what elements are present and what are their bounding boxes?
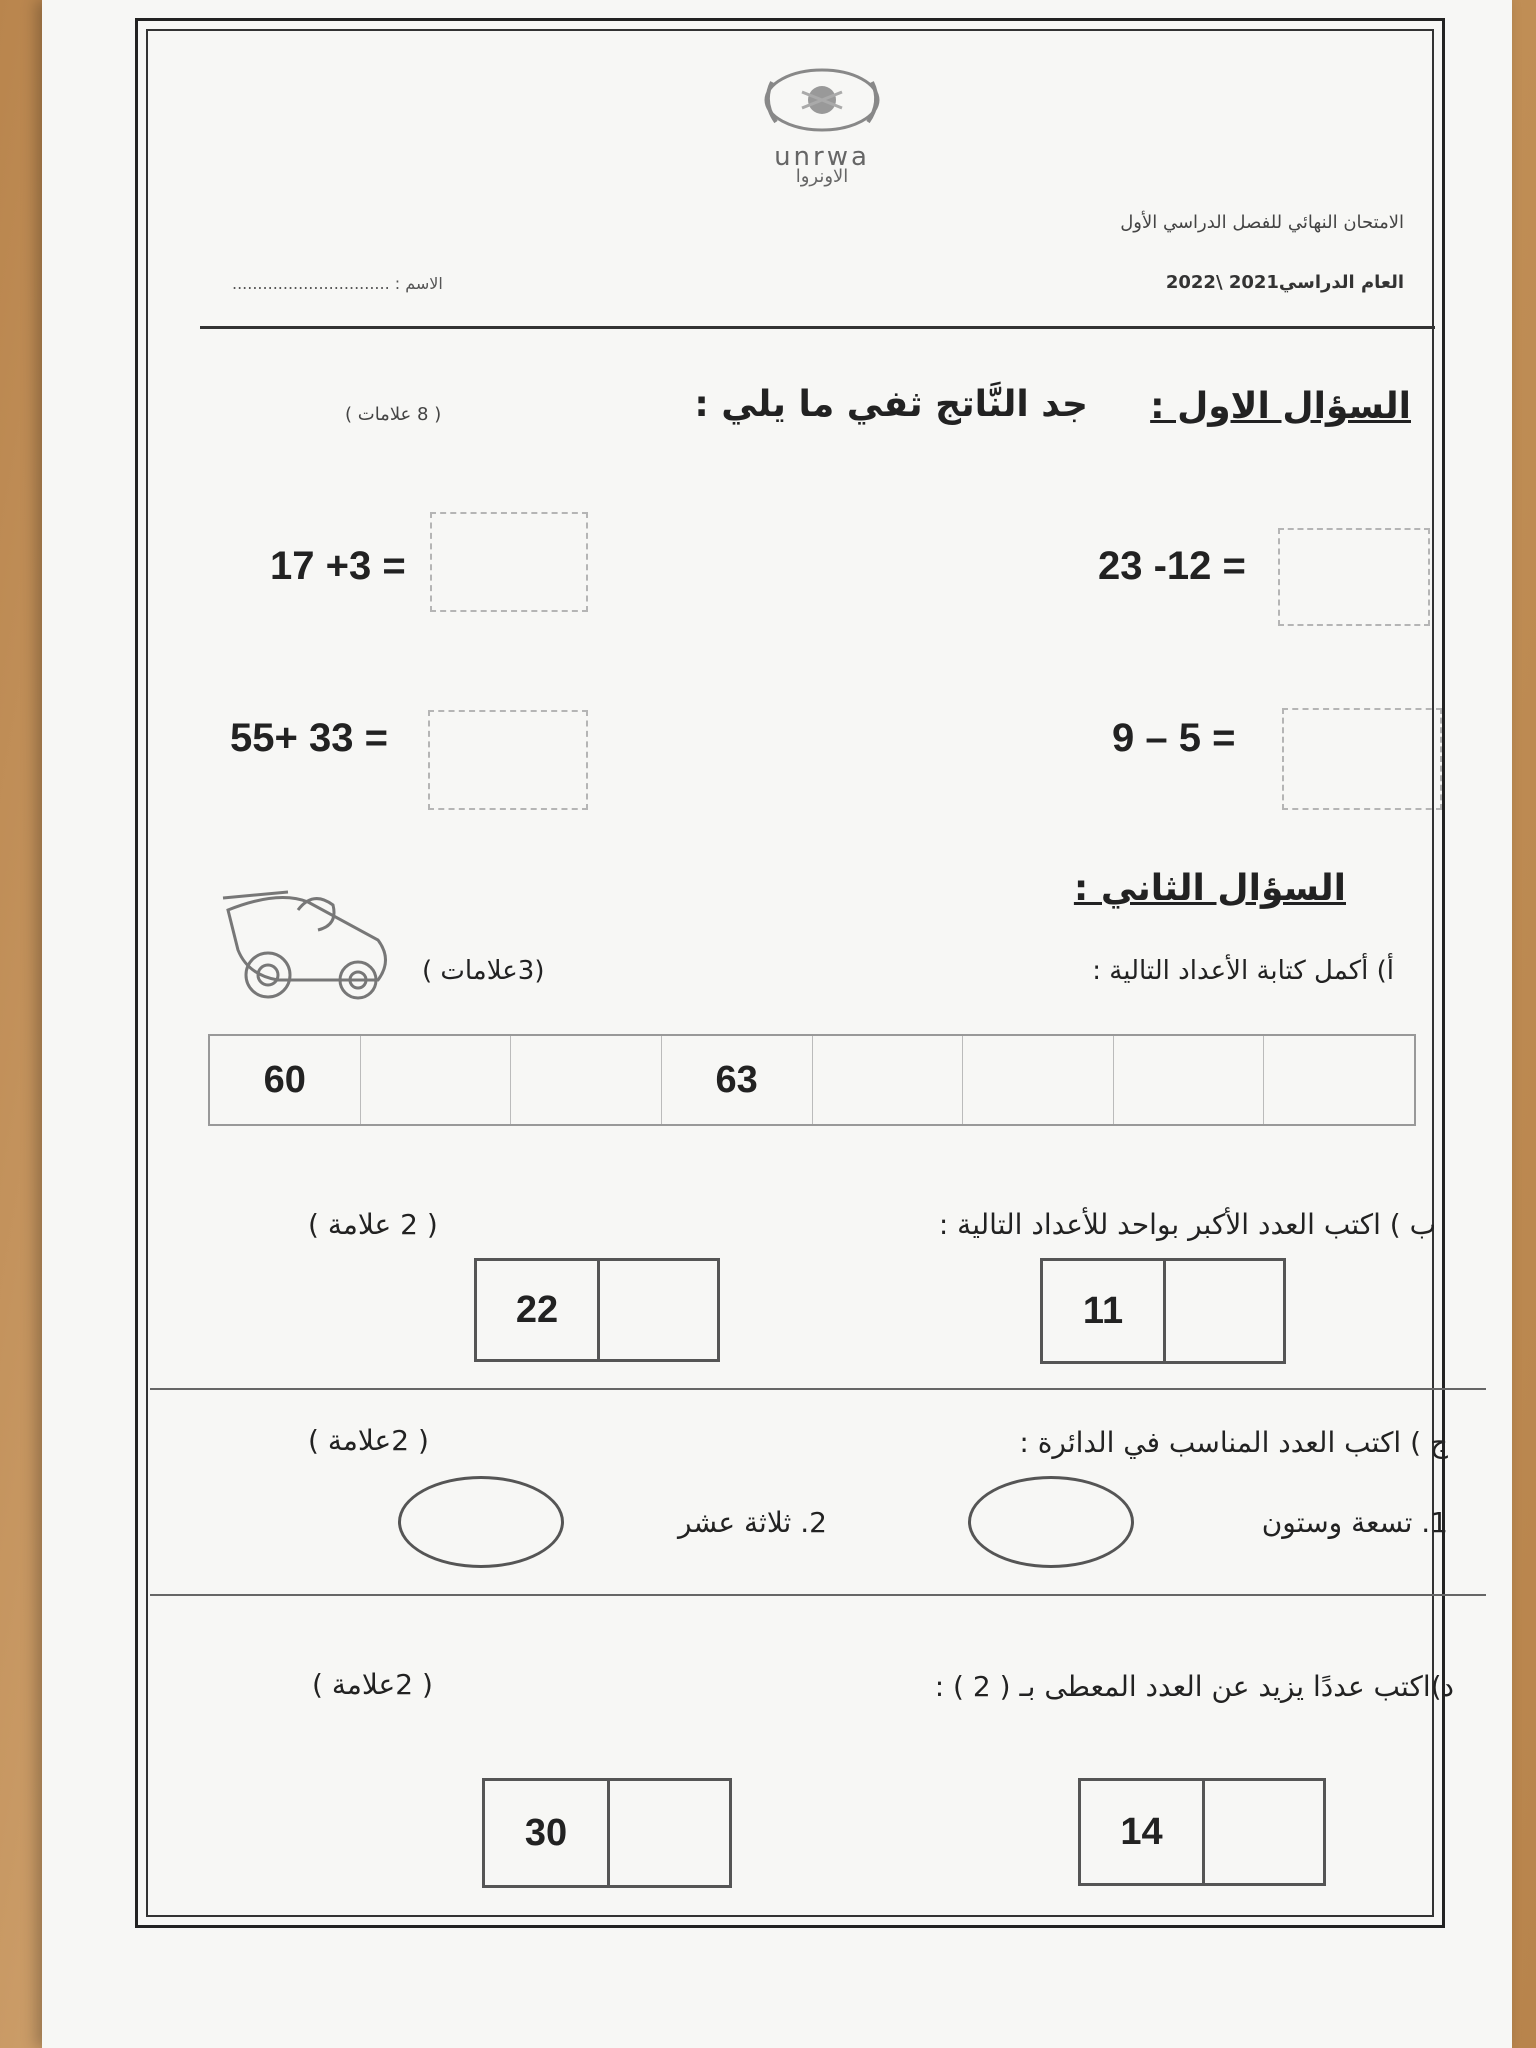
sequence-cell[interactable]	[812, 1036, 963, 1124]
unrwa-logo	[742, 62, 902, 187]
q2-title: السؤال الثاني :	[1073, 868, 1346, 909]
sequence-cell[interactable]	[1113, 1036, 1264, 1124]
q2c-marks: ( 2علامة )	[308, 1424, 429, 1457]
section-divider	[150, 1594, 1486, 1596]
answer-circle-1[interactable]	[968, 1476, 1134, 1568]
answer-box-1[interactable]	[430, 512, 588, 612]
number-sequence-grid	[208, 1034, 1416, 1126]
add-two-box-1	[482, 1778, 732, 1888]
successor-box-2	[1040, 1258, 1286, 1364]
sequence-cell[interactable]	[510, 1036, 661, 1124]
q1-title: السؤال الاول :	[1150, 386, 1411, 427]
answer-cell[interactable]	[597, 1261, 717, 1359]
header-divider	[200, 326, 1435, 329]
q2b-instruction: ب ) اكتب العدد الأكبر بواحد للأعداد التالية :	[938, 1208, 1436, 1241]
problem-subtraction-1: 23 -12 =	[1098, 544, 1246, 588]
problem-addition-1: 17 +3 =	[270, 544, 406, 588]
q2d-marks: ( 2علامة )	[312, 1668, 433, 1701]
logo-text-en: unrwa	[774, 142, 870, 172]
answer-box-4[interactable]	[1282, 708, 1442, 810]
sequence-cell[interactable]	[360, 1036, 511, 1124]
sequence-cell[interactable]	[962, 1036, 1113, 1124]
answer-box-2[interactable]	[1278, 528, 1430, 626]
school-year: العام الدراسي2021 \2022	[1165, 272, 1404, 293]
q1-instruction: جد النَّاتج ثفي ما يلي :	[694, 384, 1088, 425]
number-word-2: 2. ثلاثة عشر	[678, 1506, 827, 1539]
q2b-marks: ( 2 علامة )	[308, 1208, 438, 1241]
given-number: 14	[1120, 1810, 1163, 1853]
answer-cell[interactable]	[1202, 1781, 1323, 1883]
exam-title: الامتحان النهائي للفصل الدراسي الأول	[1120, 212, 1404, 233]
given-number: 11	[1082, 1289, 1124, 1332]
q2c-instruction: ج ) اكتب العدد المناسب في الدائرة :	[1019, 1426, 1448, 1459]
sequence-cell[interactable]	[1263, 1036, 1414, 1124]
q1-marks: ( 8 علامات )	[345, 404, 442, 425]
race-car-icon	[218, 880, 398, 1010]
sequence-cell: 63	[661, 1036, 812, 1124]
q2a-marks: (3علامات )	[422, 956, 545, 986]
q2a-instruction: أ) أكمل كتابة الأعداد التالية :	[1092, 956, 1394, 986]
answer-circle-2[interactable]	[398, 1476, 564, 1568]
problem-subtraction-2: 9 – 5 =	[1112, 716, 1236, 760]
successor-box-1	[474, 1258, 720, 1362]
given-number: 22	[515, 1288, 559, 1331]
answer-box-3[interactable]	[428, 710, 588, 810]
add-two-box-2	[1078, 1778, 1326, 1886]
sequence-cell: 60	[263, 1058, 306, 1101]
name-field: الاسم : ...............................	[232, 274, 443, 293]
given-number: 30	[524, 1811, 568, 1854]
olive-wreath-icon	[742, 62, 902, 142]
number-word-1: 1. تسعة وستون	[1261, 1506, 1448, 1539]
answer-cell[interactable]	[1163, 1261, 1283, 1361]
logo-text-ar: الاونروا	[795, 166, 849, 187]
q2d-instruction: د)اكتب عددًا يزيد عن العدد المعطى بـ ( 2 ) :	[934, 1670, 1454, 1703]
section-divider	[150, 1388, 1486, 1390]
answer-cell[interactable]	[607, 1781, 729, 1885]
problem-addition-2: 55+ 33 =	[230, 716, 388, 760]
